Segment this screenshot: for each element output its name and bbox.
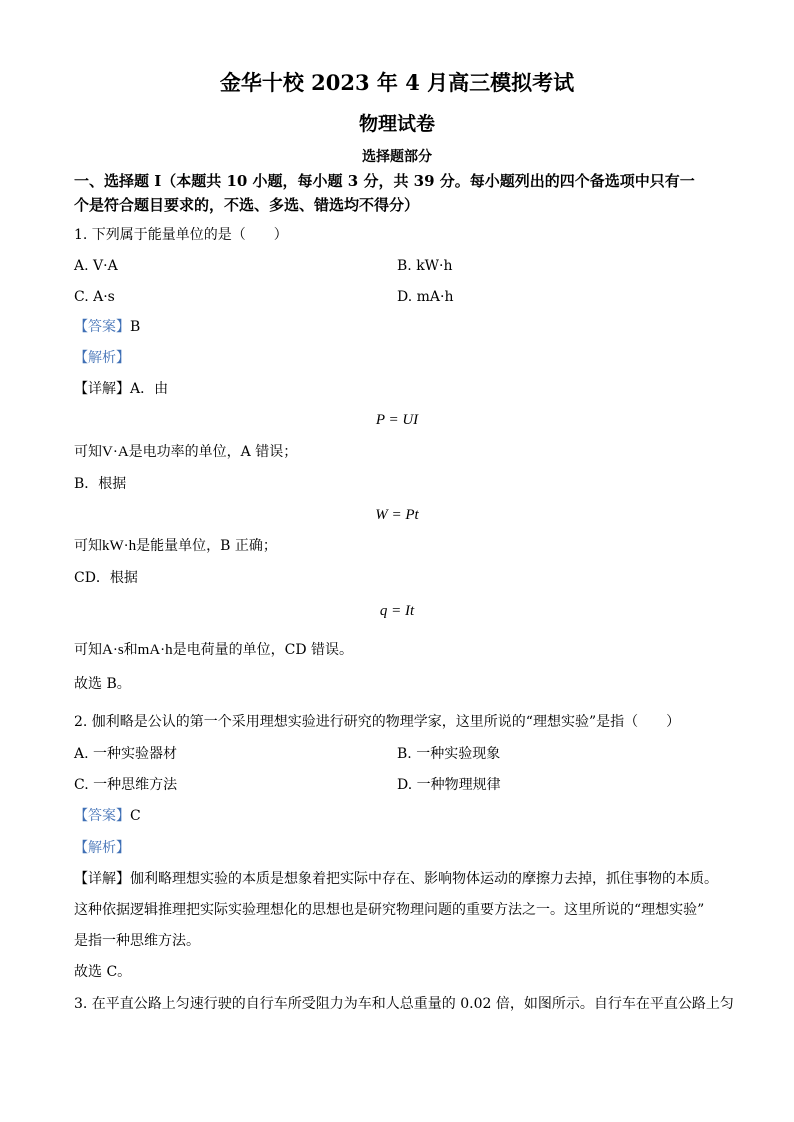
answer-label: 【答案】 (74, 808, 130, 824)
note-text: 可知 (74, 642, 102, 658)
q1-conclusion: 故选 B。 (74, 676, 131, 692)
section-heading: 选择题部分 (362, 149, 432, 165)
exam-title: 金华十校 2023 年 4 月高三模拟考试 (219, 70, 575, 95)
unit-text: mA·h (137, 642, 173, 658)
instructions-line-1: 一、选择题 I（本题共 10 小题，每小题 3 分，共 39 分。每小题列出的四个备选项中只有一 (74, 172, 695, 190)
q1-option-d: D. mA·h (397, 289, 454, 305)
q2-option-d: D. 一种物理规律 (397, 777, 501, 793)
note-text: 是电功率的单位，A 错误； (128, 444, 298, 460)
note-text: 是电荷量的单位，CD 错误。 (172, 642, 354, 658)
question-1-stem: 1. 下列属于能量单位的是（ ） (74, 227, 288, 243)
q1-note-3 (74, 641, 353, 659)
q2-detail-line-3: 是指一种思维方法。 (74, 933, 200, 949)
q1-option-a: A. V·A (74, 258, 118, 274)
q1-note-1 (74, 443, 297, 461)
q2-analysis-label: 【解析】 (74, 840, 130, 856)
note-text: 和 (123, 642, 138, 658)
q2-answer (74, 807, 141, 825)
unit-text: A·s (102, 642, 124, 658)
unit-text: kW·h (102, 538, 137, 554)
question-3-stem: 3. 在平直公路上匀速行驶的自行车所受阻力为车和人总重量的 0.02 倍，如图所示。自行车在平直公路上匀 (74, 996, 734, 1012)
q2-option-a: A. 一种实验器材 (74, 746, 178, 762)
answer-value: C (130, 808, 141, 824)
q1-note-2 (74, 537, 277, 555)
answer-value: B (130, 319, 141, 335)
q2-detail-line-2: 这种依据逻辑推理把实际实验理想化的思想也是研究物理问题的重要方法之一。这里所说的“理想实验” (74, 902, 705, 918)
q1-option-b: B. kW·h (397, 258, 453, 274)
instructions-line-2: 个是符合题目要求的，不选、多选、错选均不得分） (74, 196, 420, 214)
q1-detail-b: B．根据 (74, 476, 127, 492)
q2-detail-line-1 (74, 870, 718, 888)
q2-conclusion: 故选 C。 (74, 964, 132, 980)
detail-label: 【详解】 (74, 871, 130, 887)
q1-answer (74, 318, 140, 336)
q1-formula-1: P = UI (375, 412, 419, 428)
q1-formula-2: W = Pt (375, 507, 419, 523)
q2-option-b: B. 一种实验现象 (397, 746, 501, 762)
q1-option-c: C. A·s (74, 289, 115, 305)
note-text: 可知 (74, 444, 102, 460)
q2-option-c: C. 一种思维方法 (74, 777, 178, 793)
note-text: 是能量单位，B 正确； (136, 538, 277, 554)
detail-label: 【详解】 (74, 381, 130, 397)
unit-text: V·A (102, 444, 129, 460)
detail-text: 伽利略理想实验的本质是想象着把实际中存在、影响物体运动的摩擦力去掉，抓住事物的本质。 (130, 871, 718, 887)
note-text: 可知 (74, 538, 102, 554)
q1-analysis-label: 【解析】 (74, 350, 130, 366)
question-2-stem: 2. 伽利略是公认的第一个采用理想实验进行研究的物理学家，这里所说的“理想实验”是指（ ） (74, 714, 681, 730)
q1-detail-a (74, 380, 168, 398)
q1-detail-cd: CD．根据 (74, 570, 138, 586)
exam-subtitle: 物理试卷 (358, 113, 435, 135)
answer-label: 【答案】 (74, 319, 130, 335)
q1-formula-3: q = It (379, 603, 415, 619)
detail-text: A．由 (130, 381, 169, 397)
